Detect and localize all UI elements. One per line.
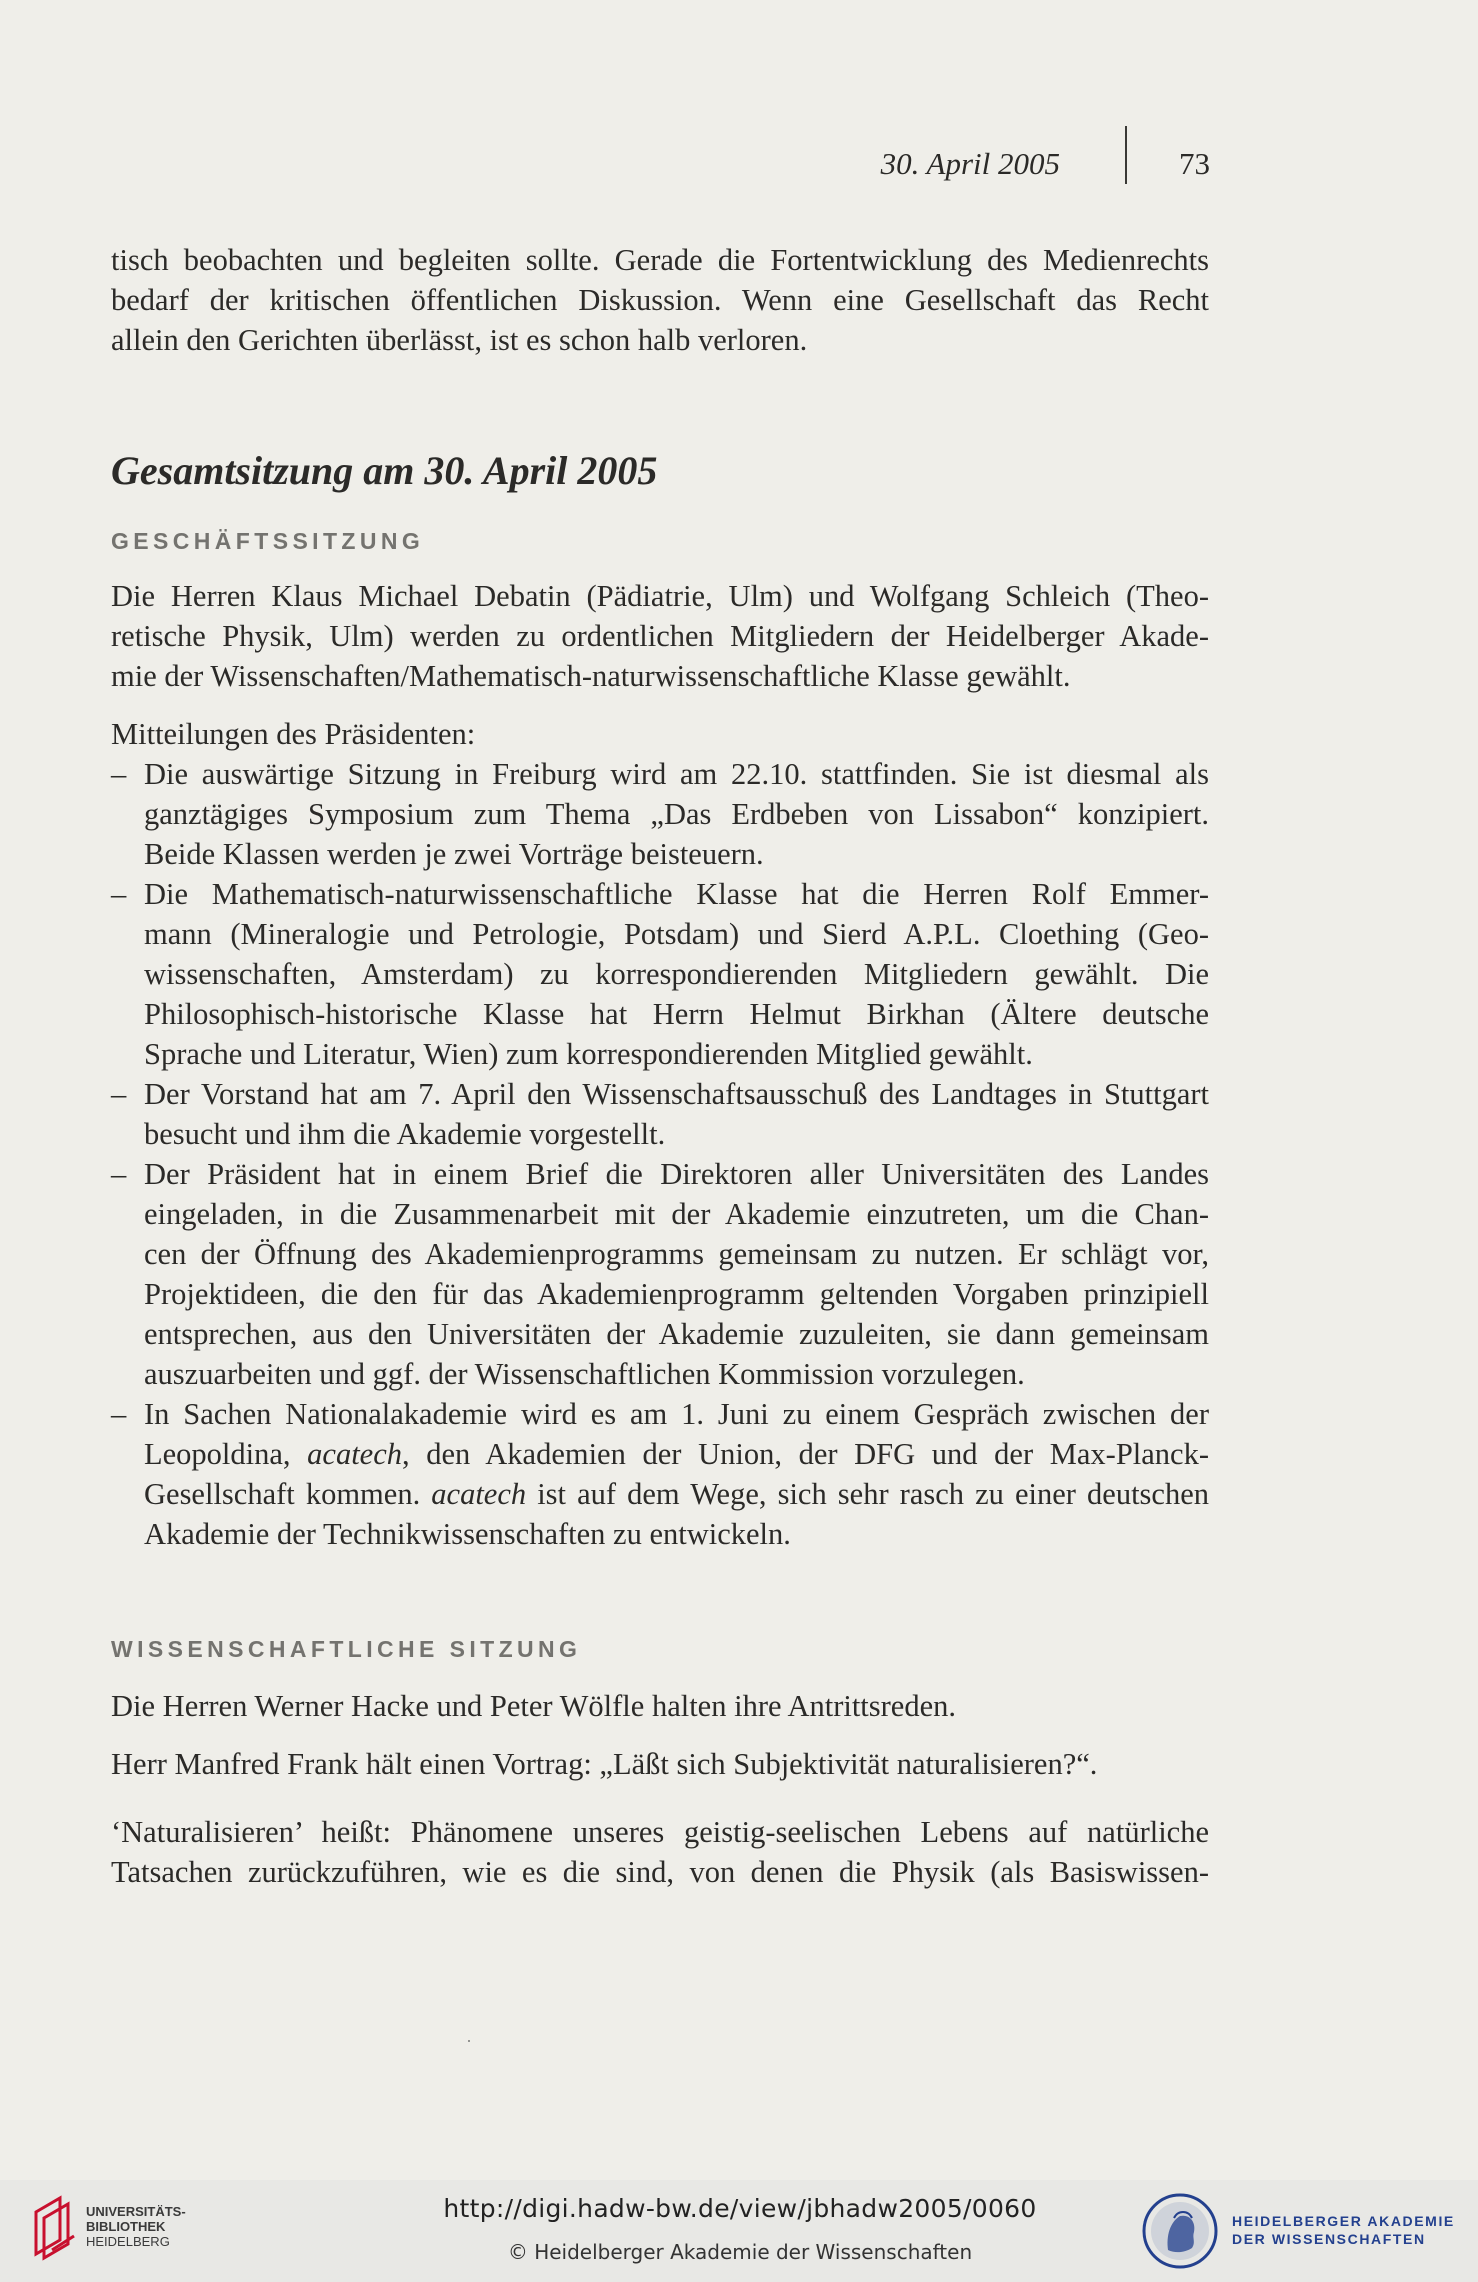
text-line: Akademie der Technikwissenschaften zu entwickeln. — [144, 1517, 791, 1551]
academy-logo-text — [1232, 2212, 1455, 2248]
text-line: allein den Gerichten überlässt, ist es schon halb verloren. — [111, 323, 808, 357]
text-line: Der Präsident hat in einem Brief die Direktoren aller Universitäten des Landes — [144, 1157, 1209, 1191]
announcements-list — [111, 754, 1209, 1554]
logo-line: DER WISSENSCHAFTEN — [1232, 2231, 1426, 2247]
list-item — [111, 874, 1209, 1074]
text-line: eingeladen, in die Zusammenarbeit mit der Akademie einzutreten, um die Chan- — [144, 1197, 1209, 1231]
text-span: Leopoldina, — [144, 1437, 308, 1471]
text-line: cen der Öffnung des Akademienprogramms gemeinsam zu nutzen. Er schlägt vor, — [144, 1237, 1209, 1271]
dash-bullet: – — [111, 1157, 127, 1191]
text-line — [144, 1474, 1209, 1514]
academy-seal-icon — [1140, 2188, 1220, 2274]
inaugural-paragraph — [111, 1686, 1209, 1726]
logo-line: UNIVERSITÄTS- — [86, 2204, 186, 2219]
text-span: ist auf dem Wege, sich sehr rasch zu einer deutschen — [526, 1477, 1209, 1511]
logo-line: BIBLIOTHEK — [86, 2219, 166, 2234]
list-item — [111, 1154, 1209, 1394]
text-line: Herr Manfred Frank hält einen Vortrag: „Läßt sich Subjektivität naturalisieren?“. — [111, 1747, 1098, 1781]
election-paragraph — [111, 576, 1209, 696]
section-title: Gesamtsitzung am 30. April 2005 — [111, 448, 658, 493]
text-line: ganztägiges Symposium zum Thema „Das Erdbeben von Lissabon“ konzipiert. — [144, 797, 1209, 831]
dash-bullet: – — [111, 877, 127, 911]
text-line: bedarf der kritischen öffentlichen Diskussion. Wenn eine Gesellschaft das Recht — [111, 283, 1209, 317]
dash-bullet: – — [111, 1077, 127, 1111]
italic-term: acatech — [307, 1437, 403, 1471]
logo-line: HEIDELBERGER AKADEMIE — [1232, 2213, 1455, 2229]
text-line: besucht und ihm die Akademie vorgestellt. — [144, 1117, 666, 1151]
dash-bullet: – — [111, 1397, 127, 1431]
text-line: entsprechen, aus den Universitäten der Akademie zuzuleiten, sie dann gemeinsam — [144, 1317, 1209, 1351]
text-line: In Sachen Nationalakademie wird es am 1. Juni zu einem Gespräch zwischen der — [144, 1397, 1209, 1431]
text-line: wissenschaften, Amsterdam) zu korrespondierenden Mitgliedern gewählt. Die — [144, 957, 1209, 991]
text-line: auszuarbeiten und ggf. der Wissenschaftlichen Kommission vorzulegen. — [144, 1357, 1025, 1391]
copyright-notice: © Heidelberger Akademie der Wissenschaften — [507, 2240, 973, 2264]
text-line: Der Vorstand hat am 7. April den Wissenschaftsausschuß des Landtages in Stuttgart — [144, 1077, 1209, 1111]
intro-paragraph — [111, 240, 1209, 360]
source-url-link[interactable]: http://digi.hadw-bw.de/view/jbhadw2005/0060 — [443, 2194, 1037, 2223]
list-item — [111, 1074, 1209, 1154]
text-line: tisch beobachten und begleiten sollte. Gerade die Fortentwicklung des Medienrechts — [111, 243, 1209, 277]
text-span: , den Akademien der Union, der DFG und der Max-Planck- — [402, 1437, 1209, 1471]
text-line: Projektideen, die den für das Akademienprogramm geltenden Vorgaben prinzipiell — [144, 1277, 1209, 1311]
lecture-paragraph — [111, 1744, 1209, 1784]
text-line — [144, 1434, 1209, 1474]
running-head-date: 30. April 2005 — [880, 146, 1060, 181]
digitization-footer — [0, 2180, 1478, 2282]
text-line: retische Physik, Ulm) werden zu ordentlichen Mitgliedern der Heidelberger Akade- — [111, 619, 1209, 653]
running-head-divider — [1125, 126, 1127, 184]
text-line: Die Mathematisch-naturwissenschaftliche Klasse hat die Herren Rolf Emmer- — [144, 877, 1209, 911]
page-speck — [468, 2040, 470, 2042]
italic-term: acatech — [431, 1477, 527, 1511]
text-line: ‘Naturalisieren’ heißt: Phänomene unseres geistig-seelischen Lebens auf natürliche — [111, 1815, 1209, 1849]
text-line: Mitteilungen des Präsidenten: — [111, 717, 476, 751]
business-session-heading: GESCHÄFTSSITZUNG — [111, 528, 425, 554]
text-line: Die auswärtige Sitzung in Freiburg wird am 22.10. stattfinden. Sie ist diesmal als — [144, 757, 1209, 791]
body-text — [111, 240, 1209, 1892]
page-number: 73 — [1179, 146, 1210, 181]
text-line: Die Herren Klaus Michael Debatin (Pädiatrie, Ulm) und Wolfgang Schleich (Theo- — [111, 579, 1209, 613]
announcements-label — [111, 714, 1209, 754]
university-library-logo-icon — [30, 2192, 80, 2262]
list-item — [111, 754, 1209, 874]
text-line: mann (Mineralogie und Petrologie, Potsdam) und Sierd A.P.L. Cloething (Geo- — [144, 917, 1209, 951]
dash-bullet: – — [111, 757, 127, 791]
university-library-logo-text — [86, 2204, 186, 2249]
closing-paragraph — [111, 1812, 1209, 1892]
text-line: mie der Wissenschaften/Mathematisch-naturwissenschaftliche Klasse gewählt. — [111, 659, 1071, 693]
text-line: Die Herren Werner Hacke und Peter Wölfle halten ihre Antrittsreden. — [111, 1689, 957, 1723]
text-line: Philosophisch-historische Klasse hat Herrn Helmut Birkhan (Ältere deutsche — [144, 997, 1209, 1031]
scientific-session-heading: WISSENSCHAFTLICHE SITZUNG — [111, 1636, 582, 1662]
logo-line: HEIDELBERG — [86, 2234, 170, 2249]
list-item — [111, 1394, 1209, 1554]
text-line: Tatsachen zurückzuführen, wie es die sind, von denen die Physik (als Basiswissen- — [111, 1855, 1209, 1889]
text-span: Gesellschaft kommen. — [144, 1477, 432, 1511]
text-line: Beide Klassen werden je zwei Vorträge beisteuern. — [144, 837, 764, 871]
running-head — [880, 142, 1210, 192]
text-line: Sprache und Literatur, Wien) zum korrespondierenden Mitglied gewählt. — [144, 1037, 1033, 1071]
